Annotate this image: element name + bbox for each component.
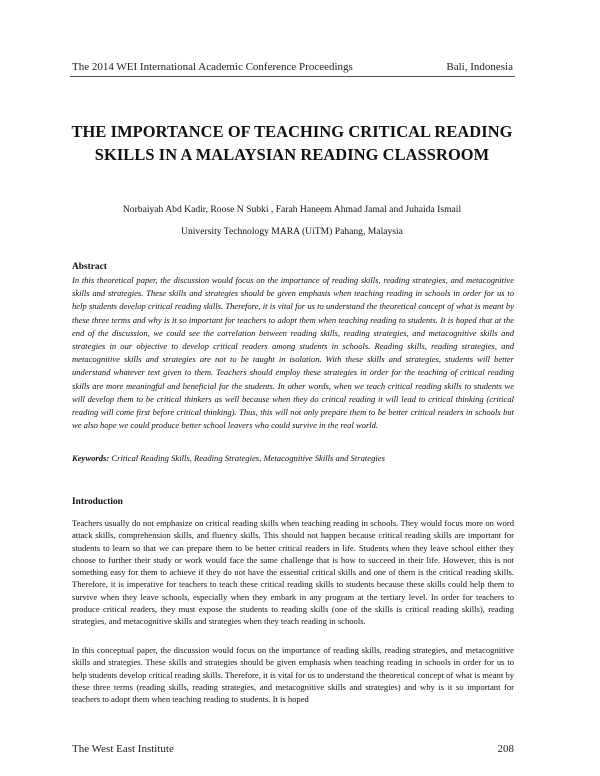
introduction-heading: Introduction [72,497,123,507]
keywords-line [72,453,514,463]
page-footer [72,743,514,755]
publisher-name: The West East Institute [72,743,174,755]
abstract-heading: Abstract [72,262,107,272]
running-header [72,61,513,73]
keywords-label: Keywords: [72,453,110,463]
conference-location: Bali, Indonesia [446,61,513,73]
conference-name: The 2014 WEI International Academic Conference Proceedings [72,61,353,73]
keywords-text: Critical Reading Skills, Reading Strategies, Metacognitive Skills and Strategies [111,453,385,463]
introduction-paragraph-1: Teachers usually do not emphasize on critical reading skills when teaching reading in schools. They would focus more on word attack skills, comprehension skills, and fluency skills. This should not happen because critical reading skills are important for students to learn so that we can prepare them to be better critical readers in life. Students when they leave school either they choose to further their study or work would face the same challenge that is how to succeed in their life. However, this is not something easy for them to achieve if they do not have the essential critical skills and one of them is the critical reading skills. Therefore, it is imperative for teachers to teach these critical reading skills to students because these skills could help them to survive when they leave schools, especially when they embark in any program at the tertiary level. In order for teachers to produce critical readers, they must expose the students to reading skills (one of the skills is critical reading skills), reading strategies, and metacognitive skills and strategies when they teach reading in schools. [72,518,514,627]
author-list: Norbaiyah Abd Kadir, Roose N Subki , Farah Haneem Ahmad Jamal and Juhaida Ismail [122,204,462,215]
affiliation: University Technology MARA (UiTM) Pahang, Malaysia [181,226,403,237]
paper-title: THE IMPORTANCE OF TEACHING CRITICAL READING SKILLS IN A MALAYSIAN READING CLASSROOM [71,122,513,164]
header-rule [70,76,515,77]
introduction-paragraph-2: In this conceptual paper, the discussion would focus on the importance of reading skills, reading strategies, and metacognitive skills and strategies. These skills and strategies should be given emphasis when teaching reading in schools in order for us to help students develop critical reading skills. Therefore, it is vital for us to understand the theoretical concept of what is meant by these three terms (reading skills, reading strategies, and metacognitive skills and strategies) and why is it so important for teachers to adopt them when teaching reading to students. It is hoped [72,645,514,705]
page-number: 208 [497,743,514,755]
abstract-text: In this theoretical paper, the discussion would focus on the importance of reading skills, reading strategies, and metacognitive skills and strategies. These skills and strategies should be given emphasis when teaching reading in schools in order for us to help students develop critical reading skills. Therefore, it is vital for us to understand the theoretical concept of what is meant by these three terms and why is it so important for teachers to adopt them when teaching reading to students. It is hoped that at the end of the discussion, we could see the correlation between reading skills, reading strategies, and metacognitive skills and strategies in our objective to develop critical readers among students in schools. Reading skills, reading strategies, and metacognitive skills and strategies are not to be taught in isolation. With these skills and strategies, students will better understand whatever text given to them. Teachers should employ these strategies in order for the teaching of critical reading skills are more meaningful and beneficial for the students. In other words, when we teach critical reading skills to students we will develop them to be critical thinkers as well because when they do critical reading it will lead to critical thinking (critical reading will come first before critical thinking). Thus, this will not only prepare them to be better critical readers in schools but we also hope we could produce better school leavers who could survive in the real world. [72,275,514,431]
